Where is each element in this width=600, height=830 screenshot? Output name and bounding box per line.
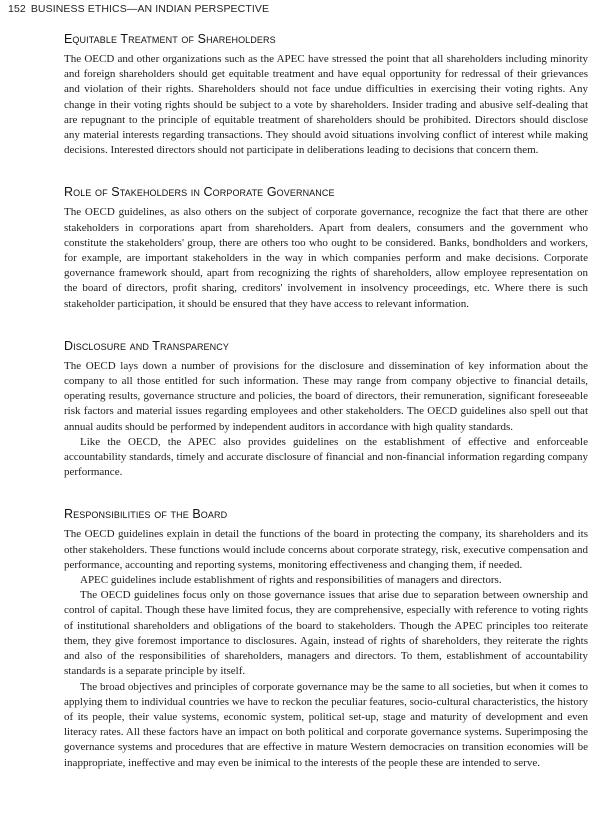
paragraph: The broad objectives and principles of corporate governance may be the same to all societies, but when it comes to applying them to individual countries we have to reckon the peculiar features, socio-cultural characteristics, the history of its people, their value systems, economic system, political set-up, stage and maturity of development and even literacy rates. All these factors have an impact on both political and corporate governance systems. Superimposing the governance systems and procedures that are effective in mature Western democracies on transition economies will be inappropriate, ineffective and may even be inimical to the interests of the people these are intended to serve. [64,680,588,769]
page-body [64,32,588,771]
paragraph: Like the OECD, the APEC also provides guidelines on the establishment of effective and enforceable accountability standards, timely and accurate disclosure of financial and non-financial information regarding company performance. [64,435,588,479]
section-heading: Responsibilities of the Board [64,507,228,522]
section-heading: Equitable Treatment of Shareholders [64,32,276,46]
running-title: BUSINESS ETHICS—AN INDIAN PERSPECTIVE [30,3,270,15]
paragraph: The OECD guidelines, as also others on the subject of corporate governance, recognize the fact that there are other stakeholders in corporations apart from shareholders. Apart from dealers, consumers and the government who constitute the stakeholders' group, there are others too who ought to be considered. Banks, bondholders and workers, for example, are important stakeholders in the way in which companies perform and make decisions. Corporate governance framework should, apart from recognizing the rights of shareholders, allow employee representation on the board of directors, profit sharing, creditors' involvement in insolvency proceedings, etc. Where there is such stakeholder participation, it should be ensured that they have access to relevant information. [64,206,588,310]
paragraph: APEC guidelines include establishment of rights and responsibilities of managers and directors. [80,574,502,587]
section-equitable-treatment [64,32,588,158]
paragraph: The OECD guidelines explain in detail the functions of the board in protecting the company, its shareholders and its other stakeholders. These functions would include concerns about corporate strategy, risk, executive compensation and performance, accounting and reporting systems, monitoring effectiveness and changing them, if needed. [64,528,588,571]
running-header [8,3,269,15]
paragraph: The OECD lays down a number of provisions for the disclosure and dissemination of key information about the company to all those entitled for such information. These may range from company objective to financial details, operating results, governance structure and policies, the board of directors, their remuneration, significant foreseeable risk factors and material issues regarding employees and other stakeholders. The OECD guidelines also spell out that annual audits should be performed by independent auditors in accordance with high quality standards. [64,359,588,433]
page-number: 152 [8,3,26,15]
section-responsibilities-of-board [64,507,588,770]
section-role-of-stakeholders [64,185,588,311]
section-disclosure-transparency [64,339,588,481]
section-heading: Disclosure and Transparency [64,338,229,353]
paragraph: The OECD and other organizations such as the APEC have stressed the point that all shareholders including minority and foreign shareholders should get equitable treatment and have equal opportunity for redressal of their grievances and violation of their rights. Shareholders should not face undue difficulties in exercising their voting rights. Any change in their voting rights should be subject to a vote by shareholders. Insider trading and abusive self-dealing that are repugnant to the principle of equitable treatment of shareholders should be prohibited. Directors should disclose any material interests regarding transactions. They should avoid situations involving conflict of interest while making decisions. Interested directors should not participate in deliberations leading to decisions that concern them. [64,53,588,157]
section-heading: Role of Stakeholders in Corporate Governance [64,185,335,200]
paragraph: The OECD guidelines focus only on those governance issues that arise due to separation between ownership and control of capital. Though these have limited focus, they are comprehensive, especially with reference to voting rights of institutional shareholders and obligations of the board to stakeholders. Though the APEC principles too reiterate them, they give foremost importance to disclosures. Again, instead of rights of shareholders, they reiterate the rights and also of the responsibilities of shareholders, managers and directors. To them, establishment of accountability standards is a separate principle by itself. [64,589,588,678]
